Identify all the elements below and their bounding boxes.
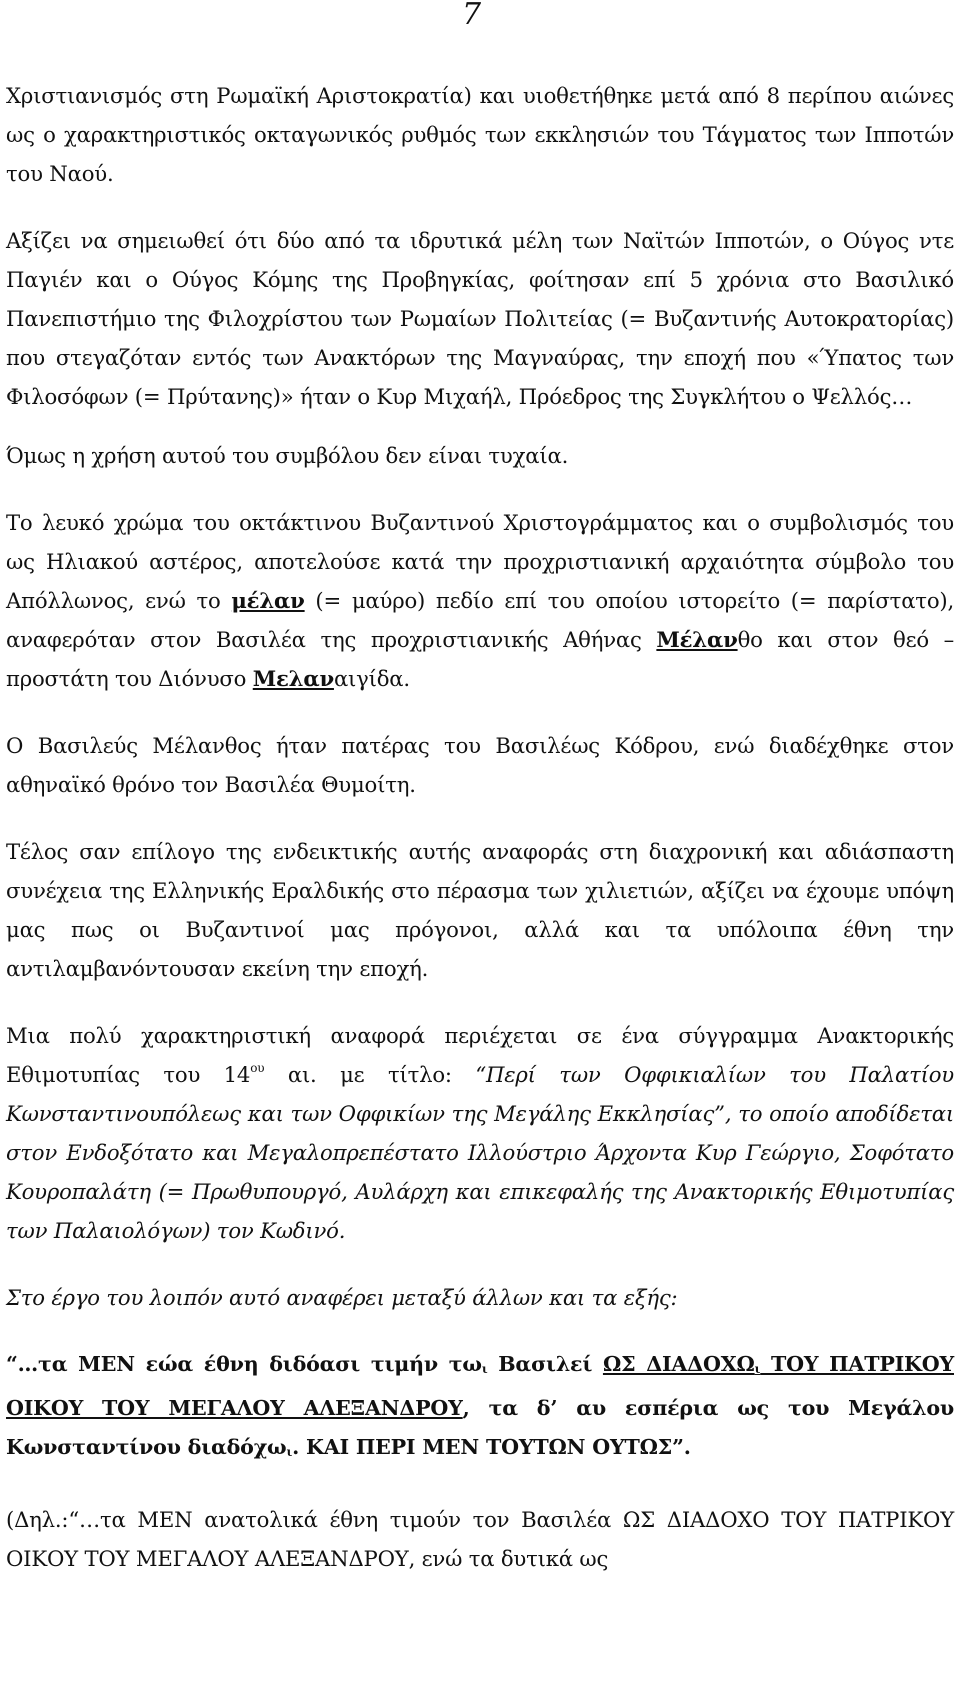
paragraph-5: Ο Βασιλεύς Μέλανθος ήταν πατέρας του Βασιλέως Κόδρου, ενώ διαδέχθηκε στον αθηναϊκό θρόνο τον Βασιλέα Θυμοίτη. [6, 733, 954, 797]
text-span: αι. με τίτλο: [264, 1062, 476, 1087]
text-span: , τα δ’ αυ εσπέρια ως του Μεγάλου Κωνσταντίνου διαδόχω [6, 1396, 954, 1459]
text-span: . ΚΑΙ ΠΕΡΙ ΜΕΝ ΤΟΥΤΩΝ ΟΥΤΩΣ”. [292, 1435, 691, 1459]
paragraph-8: Στο έργο του λοιπόν αυτό αναφέρει μεταξύ άλλων και τα εξής: [6, 1285, 678, 1310]
paragraph-1: Χριστιανισμός στη Ρωμαϊκή Αριστοκρατία) και υιοθετήθηκε μετά από 8 περίπου αιώνες ως ο χαρακτηριστικός οκταγωνικός ρυθμός των εκκλησιών του Τάγματος των Ιπποτών του Ναού. [6, 83, 954, 186]
underlined-phrase: ΩΣ ΔΙΑΔΟΧΩ [602, 1352, 755, 1376]
text-span: “…τα ΜΕΝ εώα έθνη διδόασι τιμήν τω [6, 1352, 482, 1376]
text-span: Το λευκό χρώμα του οκτάκτινου Βυζαντινού Χριστογράμματος και ο συμβολισμός του ως Ηλιακού αστέρος, αποτελούσε κατά την προχριστιανική αρχαιότητα σύμβολο του Απόλλωνος, ενώ το [6, 510, 954, 613]
text-span: Βασιλεί [487, 1352, 603, 1376]
emphasis-melan-2: Μέλαν [656, 627, 738, 652]
quote-paragraph [6, 1345, 954, 1472]
iota-subscript: ι [481, 1362, 488, 1376]
iota-subscript: ι [754, 1362, 761, 1376]
paragraph-4 [6, 503, 954, 698]
underlined-phrase: ΤΟΥ ΠΑΤΡΙΚΟΥ ΟΙΚΟΥ ΤΟΥ ΜΕΓΑΛΟΥ ΑΛΕΞΑΝΔΡΟΥ [6, 1352, 954, 1420]
text-span: θο και στον θεό – προστάτη του Διόνυσο [6, 627, 955, 691]
text-span: (= μαύρο) πεδίο επί του οποίου ιστορείτο (= παρίστατο), αναφερόταν στον Βασιλέα της προχριστιανικής Αθήνας [6, 588, 954, 652]
paragraph-6: Τέλος σαν επίλογο της ενδεικτικής αυτής αναφοράς στη διαχρονική και αδιάσπαστη συνέχεια της Ελληνικής Εραλδικής στο πέρασμα των χιλιετιών, αξίζει να έχουμε υπόψη μας πως οι Βυζαντινοί μας πρόγονοι, αλλά και τα υπόλοιπα έθνη την αντιλαμβανόντουσαν εκείνη την εποχή. [6, 839, 954, 981]
superscript: ου [250, 1061, 265, 1075]
emphasis-melan: μέλαν [231, 588, 305, 613]
emphasis-melan-3: Μελαν [252, 666, 334, 691]
text-span: αιγίδα. [333, 666, 410, 691]
paragraph-10: (Δηλ.:“…τα ΜΕΝ ανατολικά έθνη τιμούν τον Βασιλέα ΩΣ ΔΙΑΔΟΧΟ ΤΟΥ ΠΑΤΡΙΚΟΥ ΟΙΚΟΥ ΤΟΥ ΜΕΓΑΛΟΥ ΑΛΕΞΑΝΔΡΟΥ, ενώ τα δυτικά ως [6, 1507, 954, 1571]
iota-subscript: ι [286, 1445, 293, 1459]
paragraph-7 [6, 1016, 954, 1250]
paragraph-3: Όμως η χρήση αυτού του συμβόλου δεν είναι τυχαία. [6, 443, 569, 468]
page-number: 7 [462, 0, 482, 32]
document-body [6, 76, 954, 1606]
text-span: , το οποίο αποδίδεται στον Ενδοξότατο και Μεγαλοπρεπέστατο Ιλλούστριο Άρχοντα Κυρ Γεώργιο, Σοφότατο Κουροπαλάτη (= Πρωθυπουργό, Αυλάρχη και επικεφαλής της Ανακτορικής Εθιμοτυπίας των Παλαιολόγων) τον Κωδινό. [6, 1101, 955, 1243]
text-span: Μια πολύ χαρακτηριστική αναφορά περιέχεται σε ένα σύγγραμμα Ανακτορικής Εθιμοτυπίας του 14 [6, 1023, 954, 1087]
book-title: “Περί των Οφφικιαλίων του Παλατίου Κωνσταντινουπόλεως και των Οφφικίων της Μεγάλης Εκκλησίας” [6, 1062, 954, 1126]
paragraph-2: Αξίζει να σημειωθεί ότι δύο από τα ιδρυτικά μέλη των Ναϊτών Ιπποτών, ο Ούγος ντε Παγιέν και ο Ούγος Κόμης της Προβηγκίας, φοίτησαν επί 5 χρόνια στο Βασιλικό Πανεπιστήμιο της Φιλοχρίστου των Ρωμαίων Πολιτείας (= Βυζαντινής Αυτοκρατορίας) που στεγαζόταν εντός των Ανακτόρων της Μαγναύρας, την εποχή που «Ύπατος των Φιλοσόφων (= Πρύτανης)» ήταν ο Κυρ Μιχαήλ, Πρόεδρος της Συγκλήτου ο Ψελλός… [6, 228, 954, 409]
